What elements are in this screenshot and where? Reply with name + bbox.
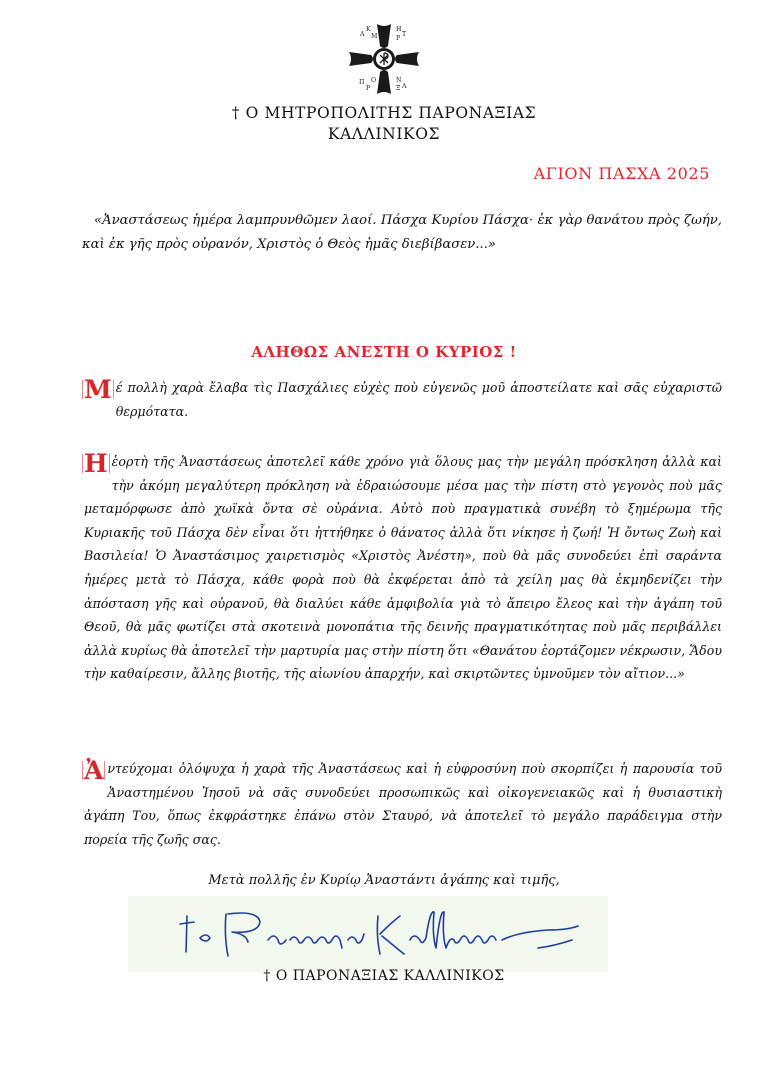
- handwritten-signature: [128, 896, 608, 972]
- dropcap-letter: Η: [84, 449, 108, 478]
- paragraph-text: ντεύχομαι ὁλόψυχα ἡ χαρὰ τῆς Ἀναστάσεως καὶ ἡ εὐφροσύνη ποὺ σκορπίζει ἡ παρουσία τοῦ Ἀναστημένου Ἰησοῦ νὰ σᾶς συνοδεύει προσωπικῶς καὶ οἰκογενειακῶς καὶ ἡ θυσιαστικὴ ἀγάπη Του, ὅπως ἐκφράστηκε ἐπάνω στὸν Σταυρό, νὰ ἀποτελεῖ τὸ μεγάλο παράδειγμα στὴν πορεία τῆς ζωῆς σας.: [84, 761, 722, 847]
- svg-text:Ρ: Ρ: [396, 35, 401, 42]
- paragraph-text: έ πολλὴ χαρὰ ἔλαβα τὶς Πασχάλιες εὐχὲς ποὺ εὐγενῶς μοῦ ἀποστείλατε καὶ σᾶς εὐχαριστῶ θερμότατα.: [115, 380, 722, 419]
- svg-text:Τ: Τ: [402, 31, 407, 38]
- dropcap-letter: Ἀ: [84, 756, 104, 785]
- metropolitan-title: † Ο ΜΗΤΡΟΠΟΛΙΤΗΣ ΠΑΡΟΝΑΞΙΑΣ: [231, 104, 537, 122]
- svg-text:Α: Α: [360, 31, 365, 38]
- svg-text:Η: Η: [396, 26, 402, 33]
- svg-text:Ρ: Ρ: [366, 85, 371, 92]
- body-paragraph-3: [84, 757, 722, 851]
- svg-text:Ο: Ο: [371, 77, 377, 84]
- body-paragraph-2: [84, 450, 722, 686]
- svg-text:Μ: Μ: [371, 33, 378, 40]
- signer-name: † Ο ΠΑΡΟΝΑΞΙΑΣ ΚΑΛΛΙΝΙΚΟΣ: [263, 968, 505, 984]
- closing-salutation: Μετὰ πολλῆς ἐν Κυρίῳ Ἀναστάντι ἀγάπης καὶ τιμῆς,: [208, 873, 560, 888]
- christ-risen-heading: ΑΛΗΘΩΣ ΑΝΕΣΤΗ Ο ΚΥΡΙΟΣ !: [251, 343, 517, 361]
- svg-text:Α: Α: [402, 83, 407, 90]
- paragraph-text: ἑορτὴ τῆς Ἀναστάσεως ἀποτελεῖ κάθε χρόνο γιὰ ὅλους μας τὴν μεγάλη πρόσκληση ἀλλὰ καὶ τὴν ἀκόμη μεγαλύτερη πρόκληση νὰ ἑδραιώσουμε μέσα μας τὴν πίστη στὸ γεγονὸς ποὺ μᾶς μεταμόρφωσε ἀπὸ χωϊκὰ ὄντα σὲ οὐράνια. Αὐτὸ ποὺ πραγματικὰ συνέβη τὸ ξημέρωμα τῆς Κυριακῆς τοῦ Πάσχα δὲν εἶναι ὅτι ἡττήθηκε ὁ θάνατος ἀλλὰ ὅτι νίκησε ἡ ζωή! Ἡ ὄντως Ζωὴ καὶ Βασιλεία! Ὁ Ἀναστάσιμος χαιρετισμὸς «Χριστὸς Ἀνέστη», ποὺ θὰ μᾶς συνοδεύει ἐπὶ σαράντα ἡμέρες μετὰ τὸ Πάσχα, κάθε φορὰ ποὺ θὰ ἐκφέρεται ἀπὸ τὰ χείλη μας θὰ ἐκμηδενίζει τὴν ἀπόσταση γῆς καὶ οὐρανοῦ, θὰ διαλύει κάθε ἀμφιβολία γιὰ τὸ ἄπειρο ἔλεος καὶ τὴν ἀγάπη τοῦ Θεοῦ, θὰ μᾶς φωτίζει στὰ σκοτεινὰ μονοπάτια τῆς δεινῆς πραγματικότητας ποὺ μᾶς περιβάλλει ἀλλὰ κυρίως θὰ ἀποτελεῖ τὴν μαρτυρία μας στὴν πίστη ὅτι «Θανάτου ἑορτάζομεν νέκρωσιν, Ἅδου τὴν καθαίρεσιν, ἄλλης βιοτῆς, τῆς αἰωνίου ἀπαρχήν, καὶ σκιρτῶντες ὑμνοῦμεν τὸν αἴτιον...»: [84, 454, 722, 682]
- easter-hymn-quote: «Ἀναστάσεως ἡμέρα λαμπρυνθῶμεν λαοί. Πάσχα Κυρίου Πάσχα· ἐκ γὰρ θανάτου πρὸς ζωήν, καὶ ἐκ γῆς πρὸς οὐρανόν, Χριστὸς ὁ Θεὸς ἡμᾶς διεβίβασεν...»: [82, 213, 722, 252]
- svg-text:Ξ: Ξ: [396, 85, 401, 92]
- easter-date-heading: ΑΓΙΟΝ ΠΑΣΧΑ 2025: [533, 164, 710, 183]
- dropcap-letter: Μ: [84, 375, 112, 404]
- svg-text:Ν: Ν: [396, 77, 402, 84]
- svg-text:Κ: Κ: [366, 26, 371, 33]
- svg-text:Π: Π: [359, 79, 365, 86]
- cross-monogram-emblem-icon: [347, 22, 421, 96]
- body-paragraph-1: [84, 376, 722, 423]
- metropolitan-name: ΚΑΛΛΙΝΙΚΟΣ: [327, 125, 441, 143]
